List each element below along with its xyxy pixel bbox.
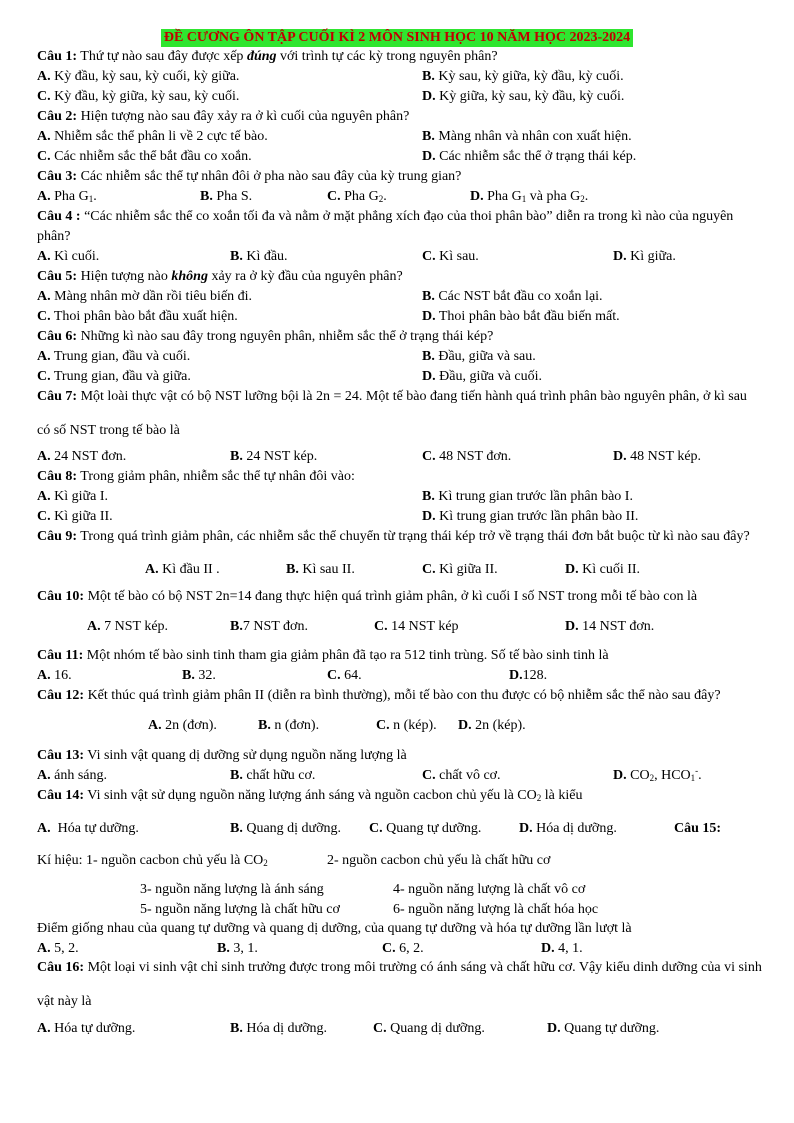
question-label: Câu 3: [37, 169, 78, 184]
option-b: B. n (đơn). [258, 718, 320, 733]
question-15-items [140, 880, 740, 900]
option-d: D. Thoi phân bào bắt đầu biến mất. [422, 309, 620, 324]
option-b: B. Kì trung gian trước lần phân bào I. [422, 489, 633, 504]
option-a: A. Hóa tự dưỡng. [37, 1021, 136, 1036]
options-row [37, 287, 763, 307]
question-14: Câu 14: Vi sinh vật sử dụng nguồn năng lượng ánh sáng và nguồn cacbon chủ yếu là $CO_2$ là kiểu [37, 788, 583, 803]
options-row [37, 447, 763, 467]
option-c: C. Kì sau. [422, 249, 479, 264]
item-6: 6- nguồn năng lượng là chất hóa học [393, 902, 599, 917]
question-label: Câu 1: [37, 49, 78, 64]
option-d: D. Hóa dị dưỡng. [519, 821, 617, 836]
options-row [37, 487, 763, 507]
option-d: D. 2n (kép). [458, 718, 526, 733]
option-c: C. Kì giữa II. [37, 509, 113, 524]
option-b: B. Màng nhân và nhân con xuất hiện. [422, 129, 632, 144]
option-c: C. chất vô cơ. [422, 768, 501, 783]
option-d: D. Kì trung gian trước lần phân bào II. [422, 509, 639, 524]
option-a: A. 7 NST kép. [87, 619, 169, 634]
option-a: A. Kì đầu II . [145, 562, 220, 577]
option-b: B. Quang dị dưỡng. [230, 821, 342, 836]
options-row [145, 560, 745, 580]
options-row [37, 819, 763, 839]
options-row [37, 67, 763, 87]
question-7: Câu 7: Một loài thực vật có bộ NST lưỡng bội là 2n = 24. Một tế bào đang tiến hành quá trình phân bào nguyên phân, ở kì sau có số NST trong tế bào là [37, 389, 747, 438]
option-d: D. 48 NST kép. [613, 449, 702, 464]
option-d: D. Kì cuối II. [565, 562, 641, 577]
option-a: A. Hóa tự dưỡng. [37, 821, 139, 836]
emphasis: đúng [246, 49, 277, 64]
question-6: Câu 6: Những kì nào sau đây trong nguyên phân, nhiễm sắc thể ở trạng thái kép? [37, 329, 494, 344]
question-label: Câu 8: [37, 469, 78, 484]
option-b: B. Kỳ sau, kỳ giữa, kỳ đầu, kỳ cuối. [422, 69, 624, 84]
option-b: B. Kì đầu. [230, 249, 288, 264]
option-c: C. Quang dị dưỡng. [373, 1021, 485, 1036]
options-row [37, 307, 763, 327]
option-b: B. 3, 1. [217, 941, 258, 956]
option-a: A. Kì cuối. [37, 249, 100, 264]
question-label: Câu 12: [37, 688, 85, 703]
options-row [37, 87, 763, 107]
option-d: D.128. [509, 668, 548, 683]
option-a: A. Nhiễm sắc thể phân li về 2 cực tế bào. [37, 129, 268, 144]
question-1: Câu 1: Thứ tự nào sau đây được xếp đúng với trình tự các kỳ trong nguyên phân? [37, 49, 498, 64]
option-b: B.7 NST đơn. [230, 619, 308, 634]
option-a: A. 5, 2. [37, 941, 79, 956]
option-b: B. 24 NST kép. [230, 449, 318, 464]
question-2: Câu 2: Hiện tượng nào sau đây xảy ra ở kì cuối của nguyên phân? [37, 109, 410, 124]
option-a: A. 16. [37, 668, 72, 683]
option-a: A. Màng nhân mờ dần rồi tiêu biến đi. [37, 289, 253, 304]
option-a: A. 24 NST đơn. [37, 449, 127, 464]
item-3: 3- nguồn năng lượng là ánh sáng [140, 882, 324, 897]
options-row [37, 1019, 763, 1039]
option-a: A. Trung gian, đầu và cuối. [37, 349, 191, 364]
option-c: C. n (kép). [376, 718, 437, 733]
question-4: Câu 4 : “Các nhiễm sắc thể co xoắn tối đa và nằm ở mặt phẳng xích đạo của thoi phân bào” diễn ra trong kì nào của nguyên phân? [37, 209, 734, 244]
option-d: D. Kì giữa. [613, 249, 676, 264]
title-wrap [0, 28, 794, 48]
options-row [37, 127, 763, 147]
question-5: Câu 5: Hiện tượng nào không xảy ra ở kỳ đầu của nguyên phân? [37, 269, 403, 284]
question-10: Câu 10: Một tế bào có bộ NST 2n=14 đang thực hiện quá trình giảm phân, ở kì cuối I số NST trong mỗi tế bào con là [37, 589, 698, 604]
question-label: Câu 5: [37, 269, 78, 284]
question-15-text: Kí hiệu: 1- nguồn cacbon chủ yếu là $CO_2$ [37, 853, 268, 868]
question-9: Câu 9: Trong quá trình giảm phân, các nhiễm sắc thể chuyển từ trạng thái kép trở về trạng thái đơn bắt buộc từ kì nào sau đây? [37, 529, 750, 544]
option-c: C. 48 NST đơn. [422, 449, 512, 464]
options-row [37, 147, 763, 167]
option-c: C. Quang tự dưỡng. [369, 821, 482, 836]
option-a: A. Kì giữa I. [37, 489, 108, 504]
question-15-items [140, 900, 740, 920]
question-label: Câu 4 : [37, 209, 81, 224]
emphasis: không [171, 269, 208, 284]
question-15-item-2: 2- nguồn cacbon chủ yếu là chất hữu cơ [327, 853, 551, 868]
option-c: C. Kì giữa II. [422, 562, 498, 577]
option-b: B. Các NST bắt đầu co xoắn lại. [422, 289, 603, 304]
option-b: B. Kì sau II. [286, 562, 355, 577]
option-b: B. Đầu, giữa và sau. [422, 349, 536, 364]
option-c: C. 64. [327, 668, 362, 683]
question-label: Câu 14: [37, 788, 85, 803]
options-row [37, 247, 763, 267]
option-d: D. Đầu, giữa và cuối. [422, 369, 542, 384]
question-13: Câu 13: Vi sinh vật quang dị dưỡng sử dụng nguồn năng lượng là [37, 748, 407, 763]
option-d: D. Các nhiễm sắc thể ở trạng thái kép. [422, 149, 637, 164]
item-5: 5- nguồn năng lượng là chất hữu cơ [140, 902, 340, 917]
question-15-label: Câu 15: [674, 821, 722, 836]
question-3: Câu 3: Các nhiễm sắc thể tự nhân đôi ở pha nào sau đây của kỳ trung gian? [37, 169, 462, 184]
option-c: C. Thoi phân bào bắt đầu xuất hiện. [37, 309, 238, 324]
question-12: Câu 12: Kết thúc quá trình giảm phân II (diễn ra bình thường), mỗi tế bào con thu được có bộ nhiễm sắc thể nào sau đây? [37, 688, 721, 703]
option-d: D. $CO_2$, $HCO_1^-$. [613, 765, 702, 783]
option-b: B. chất hữu cơ. [230, 768, 316, 783]
option-c: C. 14 NST kép [374, 619, 459, 634]
option-a: A. 2n (đơn). [148, 718, 217, 733]
option-b: B. Hóa dị dưỡng. [230, 1021, 328, 1036]
document-title: ĐỀ CƯƠNG ÔN TẬP CUỐI KÌ 2 MÔN SINH HỌC 10 NĂM HỌC 2023-2024 [161, 29, 633, 47]
option-d: D. Quang tự dưỡng. [547, 1021, 660, 1036]
options-row [87, 617, 747, 637]
question-label: Câu 9: [37, 529, 78, 544]
question-label: Câu 10: [37, 589, 85, 604]
option-c: C. Trung gian, đầu và giữa. [37, 369, 191, 384]
question-8: Câu 8: Trong giảm phân, nhiễm sắc thể tự nhân đôi vào: [37, 469, 355, 484]
option-a: A. Pha $G_1$. [37, 189, 97, 204]
option-d: D. Pha $G_1$ và pha $G_2$. [470, 189, 589, 204]
option-a: A. ánh sáng. [37, 768, 108, 783]
options-row [37, 766, 763, 786]
option-d: D. 14 NST đơn. [565, 619, 655, 634]
item-4: 4- nguồn năng lượng là chất vô cơ [393, 882, 586, 897]
question-15-prompt: Điểm giống nhau của quang tự dưỡng và quang dị dưỡng, của quang tự dưỡng và hóa tự dưỡng lần lượt là [37, 921, 632, 936]
question-label: Câu 13: [37, 748, 85, 763]
option-c: C. Kỳ đầu, kỳ giữa, kỳ sau, kỳ cuối. [37, 89, 240, 104]
option-d: D. 4, 1. [541, 941, 583, 956]
option-b: B. 32. [182, 668, 216, 683]
question-15-line [37, 851, 763, 871]
question-label: Câu 11: [37, 648, 84, 663]
question-label: Câu 2: [37, 109, 78, 124]
options-row [148, 716, 748, 736]
options-row [37, 187, 763, 207]
option-c: C. Các nhiễm sắc thể bắt đầu co xoắn. [37, 149, 252, 164]
question-11: Câu 11: Một nhóm tế bào sinh tinh tham gia giảm phân đã tạo ra 512 tinh trùng. Số tế bào sinh tinh là [37, 648, 609, 663]
question-16: Câu 16: Một loại vi sinh vật chỉ sinh trưởng được trong môi trường có ánh sáng và chất hữu cơ. Vậy kiểu dinh dưỡng của vi sinh vật này là [37, 960, 762, 1009]
option-b: B. Pha S. [200, 189, 253, 204]
option-c: C. 6, 2. [382, 941, 424, 956]
question-label: Câu 6: [37, 329, 78, 344]
option-c: C. Pha $G_2$. [327, 189, 387, 204]
option-d: D. Kỳ giữa, kỳ sau, kỳ đầu, kỳ cuối. [422, 89, 625, 104]
options-row [37, 347, 763, 367]
question-label: Câu 7: [37, 389, 78, 404]
option-a: A. Kỳ đầu, kỳ sau, kỳ cuối, kỳ giữa. [37, 69, 240, 84]
question-label: Câu 16: [37, 960, 85, 975]
